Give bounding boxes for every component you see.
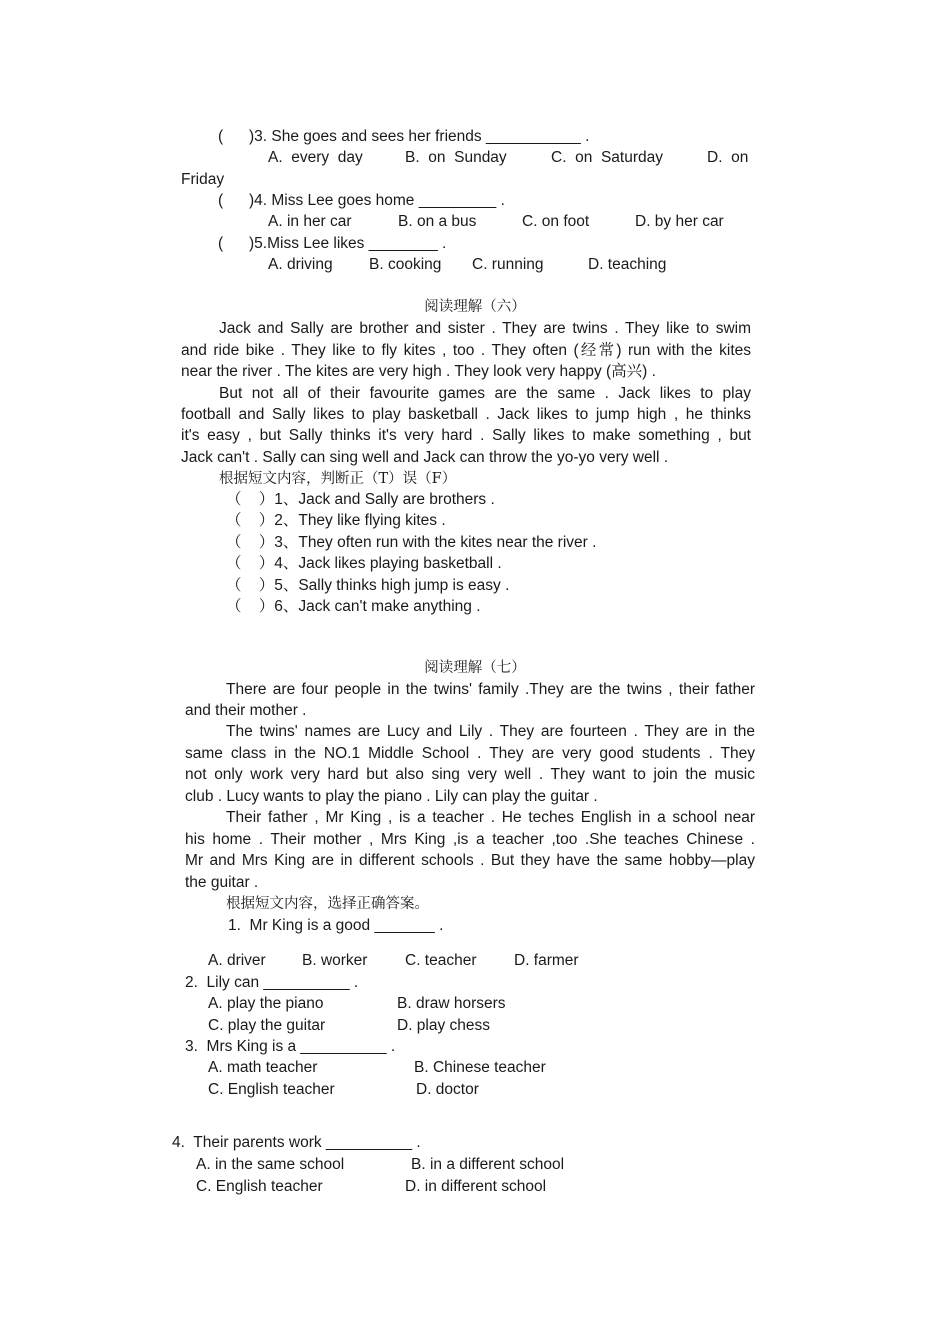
- passage-line: Their father , Mr King , is a teacher . He teches English in a school near: [226, 809, 755, 826]
- question-1-stem: 1. Mr King is a good _______ .: [228, 917, 444, 934]
- option-d-wrap: Friday: [181, 171, 225, 188]
- passage-line: same class in the NO.1 Middle School . They are very good students . They: [185, 745, 755, 762]
- passage-line: There are four people in the twins' family .They are the twins , their father: [226, 681, 755, 698]
- passage-line: football and Sally likes to play basketball . Jack likes to jump high , he thinks: [181, 406, 751, 423]
- option-c: C. English teacher: [208, 1081, 335, 1098]
- option-b: B. draw horsers: [397, 995, 506, 1012]
- option-a: A. play the piano: [208, 995, 324, 1012]
- tf-item: （ ）3、They often run with the kites near the river .: [226, 534, 597, 551]
- option-b: B. worker: [302, 952, 368, 969]
- option-d: D. in different school: [405, 1178, 547, 1195]
- option-b: B. cooking: [369, 256, 442, 273]
- passage-line: and their mother .: [185, 702, 307, 719]
- option-c: C. on foot: [522, 213, 590, 230]
- option-d: D. on: [707, 149, 749, 166]
- option-a: A. every day: [268, 149, 363, 166]
- instruction: 根据短文内容，判断正（T）误（F）: [219, 471, 457, 487]
- passage-line: his home . Their mother , Mrs King ,is a teacher ,too .She teaches Chinese .: [185, 831, 755, 848]
- question-4-stem: ( )4. Miss Lee goes home _________ .: [218, 192, 505, 209]
- tf-item: （ ）2、They like flying kites .: [226, 512, 446, 529]
- tf-item: （ ）1、Jack and Sally are brothers .: [226, 491, 495, 508]
- tf-item: （ ）5、Sally thinks high jump is easy .: [226, 577, 510, 594]
- passage-line: Jack and Sally are brother and sister . They are twins . They like to swim: [219, 320, 751, 337]
- option-a: A. math teacher: [208, 1059, 318, 1076]
- option-c: C. play the guitar: [208, 1017, 326, 1034]
- option-a: A. driver: [208, 952, 266, 969]
- option-d: D. doctor: [416, 1081, 479, 1098]
- option-c: C. English teacher: [196, 1178, 323, 1195]
- passage-line: near the river . The kites are very high . They look very happy (高兴) .: [181, 363, 656, 380]
- passage-line: But not all of their favourite games are the same . Jack likes to play: [219, 385, 751, 402]
- option-d: D. by her car: [635, 213, 724, 230]
- question-3-stem: 3. Mrs King is a __________ .: [185, 1038, 396, 1055]
- passage-line: club . Lucy wants to play the piano . Lily can play the guitar .: [185, 788, 598, 805]
- option-a: A. driving: [268, 256, 333, 273]
- passage-line: it's easy , but Sally thinks it's very hard . Sally likes to make something , but: [181, 427, 751, 444]
- section-title: 阅读理解（七）: [424, 660, 526, 676]
- section-title: 阅读理解（六）: [424, 299, 526, 315]
- option-a: A. in her car: [268, 213, 352, 230]
- passage-line: the guitar .: [185, 874, 259, 891]
- option-c: C. on Saturday: [551, 149, 664, 166]
- option-c: C. teacher: [405, 952, 477, 969]
- option-d: D. play chess: [397, 1017, 491, 1034]
- question-3-stem: ( )3. She goes and sees her friends ___________ .: [218, 128, 590, 145]
- tf-item: （ ）6、Jack can't make anything .: [226, 598, 481, 615]
- passage-line: and ride bike . They like to fly kites , too . They often (经常) run with the kites: [181, 342, 751, 359]
- instruction: 根据短文内容，选择正确答案。: [226, 896, 429, 912]
- option-a: A. in the same school: [196, 1156, 345, 1173]
- passage-line: Jack can't . Sally can sing well and Jack can throw the yo-yo very well .: [181, 449, 669, 466]
- question-2-stem: 2. Lily can __________ .: [185, 974, 359, 991]
- passage-line: Mr and Mrs King are in different schools . But they have the same hobby—play: [185, 852, 755, 869]
- option-b: B. Chinese teacher: [414, 1059, 546, 1076]
- option-b: B. on a bus: [398, 213, 477, 230]
- option-b: B. in a different school: [411, 1156, 565, 1173]
- option-d: D. teaching: [588, 256, 667, 273]
- passage-line: The twins' names are Lucy and Lily . They are fourteen . They are in the: [226, 723, 755, 740]
- passage-line: not only work very hard but also sing very well . They want to join the music: [185, 766, 755, 783]
- option-b: B. on Sunday: [405, 149, 507, 166]
- option-c: C. running: [472, 256, 544, 273]
- question-5-stem: ( )5.Miss Lee likes ________ .: [218, 235, 447, 252]
- option-d: D. farmer: [514, 952, 579, 969]
- question-4-stem: 4. Their parents work __________ .: [172, 1134, 421, 1151]
- tf-item: （ ）4、Jack likes playing basketball .: [226, 555, 502, 572]
